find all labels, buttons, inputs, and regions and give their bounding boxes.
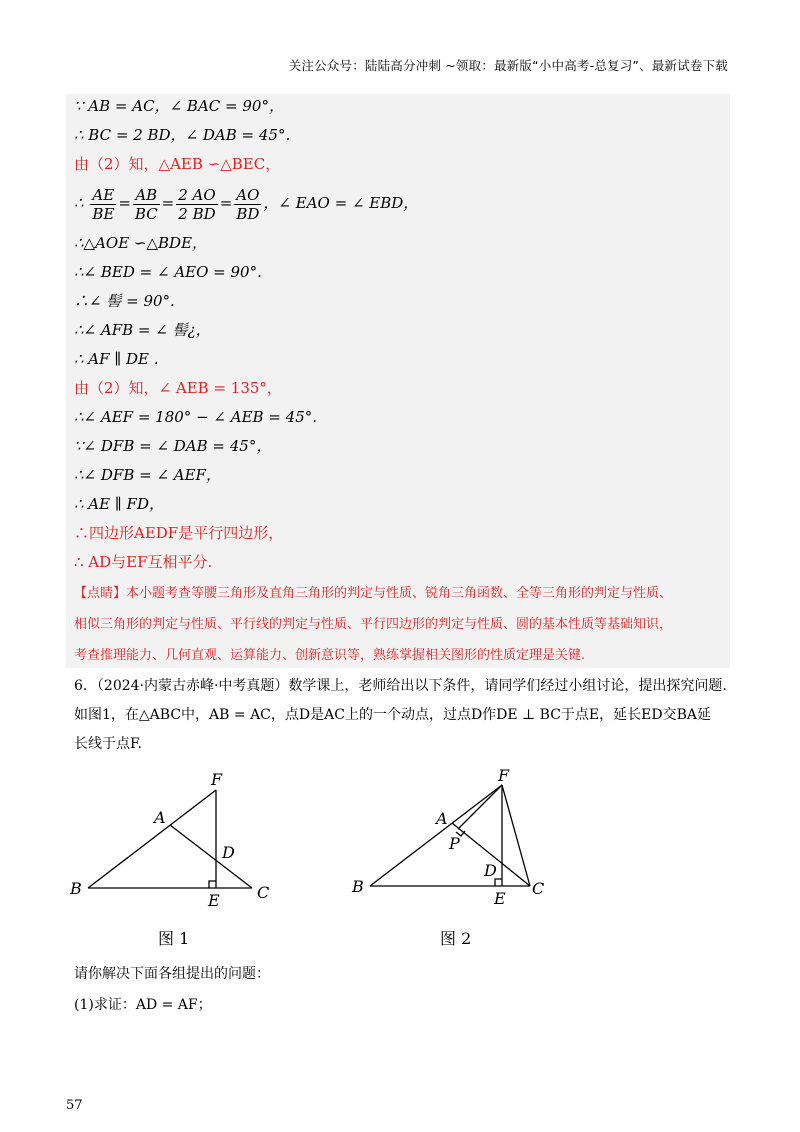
solution-line-4: ∴ $\frac{AE}{BE}$ = $\frac{AB}{BC}$ = $\frac{2 AO}{2 BD}$ = $\frac{AO}{BD}$ ，∠ EAO = ∠ EBD， [74,185,419,223]
fraction-ab-bc [133,186,160,223]
fraction-numerator: 2 AO [178,185,216,204]
line-bf [88,790,216,888]
solution-line-9: ∴ AF ∥ DE . [74,350,159,368]
label-a: A [436,809,448,828]
fraction-denominator: BD [236,204,260,223]
label-e: E [208,891,220,910]
question-line-3: 长线于点F. [74,736,142,752]
question-line-2: 如图1，在△ABC中，AB = AC，点D是AC上的一个动点，过点D作DE ⊥ BC于点E，延长ED交BA延 [74,707,711,723]
solution-line-12: ∵∠ DFB = ∠ DAB = 45°， [74,437,272,455]
therefore-symbol: ∴ [74,194,84,212]
fraction-denominator: BC [134,204,158,223]
figure-2 [340,760,560,916]
fraction-denominator: 2 BD [178,204,216,223]
line-fc [502,785,530,886]
solution-line-14: ∴ AE ∥ FD， [74,495,164,513]
label-d: D [222,843,235,862]
figure-1-caption: 图 1 [158,929,190,948]
page-header: 关注公众号：陆陆高分冲刺 ~领取：最新版“小中高考-总复习”、最新试卷下载 [288,58,728,73]
question-line-1: 6．（2024·内蒙古赤峰·中考真题）数学课上，老师给出以下条件，请同学们经过小组讨论，提出探究问题. [74,678,727,694]
solution-line-13: ∴∠ DFB = ∠ AEF， [74,466,221,484]
solution-line-11: ∴∠ AEF = 180° − ∠ AEB = 45°. [74,408,318,426]
solution-line-16: ∴ AD与EF互相平分. [74,553,213,571]
fraction-ae-be [90,186,116,223]
label-b: B [70,879,82,898]
angle-equality: ，∠ EAO = ∠ EBD， [263,194,419,212]
fraction-numerator: AE [90,186,116,205]
label-f: F [211,770,223,789]
solution-line-2: ∴ BC = 2 BD，∠ DAB = 45°. [74,126,291,144]
label-c: C [257,883,270,902]
figure-1 [60,766,290,916]
fraction-numerator: AB [133,186,160,205]
right-angle-mark [209,881,216,888]
figure-2-caption: 图 2 [440,929,472,948]
page-number: 57 [66,1098,83,1113]
solution-line-10: 由（2）知，∠ AEB = 135°， [74,379,282,397]
label-f: F [498,766,510,785]
right-angle-mark-e [495,879,502,886]
solution-line-1: ∵ AB = AC，∠ BAC = 90°， [74,97,284,115]
line-ac [170,825,252,888]
label-d: D [484,861,497,880]
solution-line-8: ∴∠ AFB = ∠ 髻¿， [74,321,211,339]
solution-line-3: 由（2）知，△AEB ∽△BEC， [74,155,281,173]
line-bf [370,785,502,886]
solution-line-15: ∴四边形AEDF是平行四边形， [74,524,284,542]
key-point-line-1: 【点睛】本小题考查等腰三角形及直角三角形的判定与性质、锐角三角函数、全等三角形的判定与性质、 [74,586,673,601]
question-line-4: 请你解决下面各组提出的问题： [74,966,270,982]
key-point-line-2: 相似三角形的判定与性质、平行线的判定与性质、平行四边形的判定与性质、圆的基本性质等基础知识， [74,617,673,632]
key-point-line-3: 考查推理能力、几何直观、运算能力、创新意识等，熟练掌握相关图形的性质定理是关键. [74,648,586,663]
question-line-5: (1)求证：AD = AF； [74,997,212,1013]
line-fp [458,785,502,829]
solution-line-7: ∴∠ 髻 = 90°. [74,292,175,310]
fraction-ao-bd [234,186,261,223]
label-b: B [352,877,364,896]
label-c: C [532,879,545,898]
solution-line-6: ∴∠ BED = ∠ AEO = 90°. [74,263,262,281]
solution-line-5: ∴△AOE ∽△BDE， [74,234,208,252]
label-a: A [154,808,166,827]
label-p: P [449,834,460,853]
fraction-denominator: BE [92,204,115,223]
fraction-2ao-2bd [176,186,217,223]
fraction-numerator: AO [236,185,260,204]
label-e: E [494,889,506,908]
